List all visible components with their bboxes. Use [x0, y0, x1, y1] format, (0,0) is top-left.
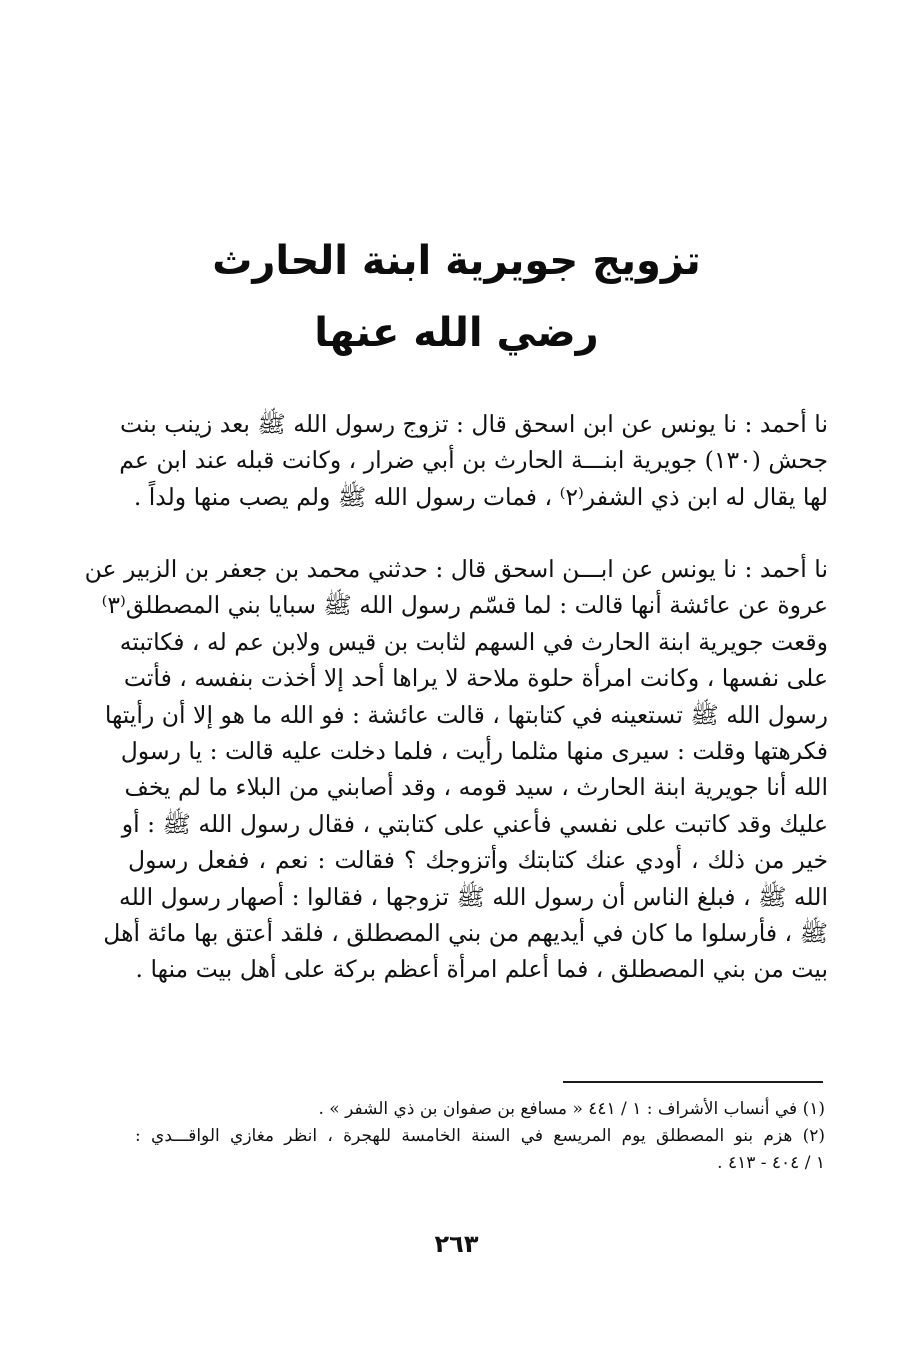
text-line: عروة عن عائشة أنها قالت : لما قسّم رسول الله ﷺ سبايا بني المصطلق⁽٣⁾ — [101, 591, 828, 620]
text-line: على نفسها ، وكانت امرأة حلوة ملاحة لا يراها أحد إلا أخذت بنفسه ، فأتت — [123, 664, 828, 693]
text-line: جحش (١٣٠) جويرية ابنـــة الحارث بن أبي ضرار ، وكانت قبله عند ابن عم — [119, 446, 828, 475]
text-line: الله ﷺ ، فبلغ الناس أن رسول الله ﷺ تزوجها ، فقالوا : أصهار رسول الله — [119, 882, 828, 911]
text-line: فكرهتها وقلت : سيرى منها مثلما رأيت ، فلما دخلت عليه قالت : يا رسول — [120, 736, 828, 765]
footnote-2: (٢) هزم بنو المصطلق يوم المريسع في السنة الخامسة للهجرة ، انظر مغازي الواقـــدي : — [135, 1126, 825, 1146]
text-line: لها يقال له ابن ذي الشفر⁽٢⁾ ، فمات رسول الله ﷺ ولم يصب منها ولداً . — [133, 482, 828, 511]
text-line: نا أحمد : نا يونس عن ابـــن اسحق قال : حدثني محمد بن جعفر بن الزبير عن — [84, 555, 828, 583]
text-line: عليك وقد كاتبت على نفسي فأعني على كتابتي ، فقال رسول الله ﷺ : أو — [121, 809, 828, 838]
footnote-divider — [563, 1081, 823, 1083]
text-line: ﷺ ، فأرسلوا ما كان في أيديهم من بني المصطلق ، فلقد أعتق بها مائة أهل — [103, 918, 828, 947]
text-line: وقعت جويرية ابنة الحارث في السهم لثابت بن قيس ولابن عم له ، فكاتبته — [119, 627, 828, 656]
paragraph-2 — [84, 551, 828, 988]
paragraph-1 — [119, 406, 828, 515]
footnote-1: (١) في أنساب الأشراف : ١ / ٤٤١ « مسافع بن صفوان بن ذي الشفر » . — [318, 1099, 825, 1119]
footnote-2-continued: ١ / ٤٠٤ - ٤١٣ . — [717, 1153, 825, 1173]
text-line: الله أنا جويرية ابنة الحارث ، سيد قومه ، وقد أصابني من البلاء ما لم يخف — [124, 773, 828, 802]
page-number: ٢٦٣ — [434, 1230, 479, 1258]
text-line: نا أحمد : نا يونس عن ابن اسحق قال : تزوج رسول الله ﷺ بعد زينب بنت — [120, 410, 828, 438]
footnotes — [135, 1096, 825, 1177]
chapter-title: تزويج جويرية ابنة الحارث — [212, 238, 701, 284]
text-line: بيت من بني المصطلق ، فما أعلم امرأة أعظم بركة على أهل بيت منها . — [135, 955, 828, 984]
chapter-subtitle: رضي الله عنها — [314, 310, 599, 356]
text-line: رسول الله ﷺ تستعينه في كتابتها ، قالت عائشة : فو الله ما هو إلا أن رأيتها — [104, 700, 828, 729]
text-line: خير من ذلك ، أودي عنك كتابتك وأتزوجك ؟ فقالت : نعم ، ففعل رسول — [128, 846, 828, 875]
